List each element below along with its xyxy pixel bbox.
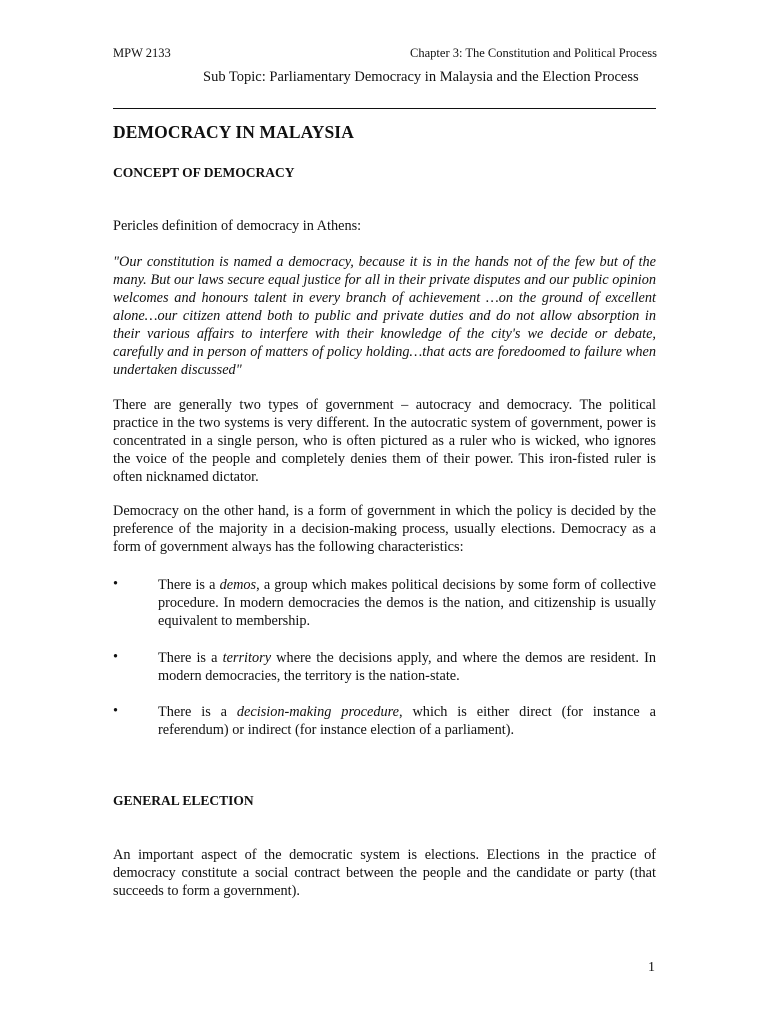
section-heading-concept: CONCEPT OF DEMOCRACY (113, 165, 295, 180)
bullet-text-pre: There is a (158, 650, 223, 666)
bullet-term: decision-making procedure (236, 704, 399, 720)
bullet-text-post: where the decisions apply, and where the demos are resident. In modern democracies, the territory is the nation-state. (158, 650, 656, 684)
section-heading-election: GENERAL ELECTION (113, 793, 254, 808)
bullet-item-demos (158, 576, 656, 630)
bullet-text-pre: There is a (158, 704, 237, 720)
header-divider (113, 108, 656, 109)
bullet-term: demos (219, 577, 257, 593)
paragraph-elections: An important aspect of the democratic system is elections. Elections in the practice of democracy constitute a social contract between the people and the candidate or party (that succeeds to form a government). (113, 847, 656, 899)
paragraph-types-of-government: There are generally two types of government – autocracy and democracy. The political practice in the two systems is very different. In the autocratic system of government, power is concentrated in a single person, who is often pictured as a ruler who is wicked, who ignores the voice of the people and completely denies them of their power. This iron-fisted ruler is often nicknamed dictator. (113, 397, 656, 485)
bullet-marker: • (113, 703, 119, 719)
course-code: MPW 2133 (113, 46, 171, 60)
bullet-text-pre: There is a (158, 577, 220, 593)
bullet-text-post: , a group which makes political decisions by some form of collective procedure. In modern democracies the demos is the nation, and citizenship is usually equivalent to membership. (158, 577, 656, 629)
bullet-text-post: , which is either direct (for instance a referendum) or indirect (for instance election of a parliament). (158, 704, 657, 738)
bullet-marker: • (113, 649, 119, 665)
subtopic: Sub Topic: Parliamentary Democracy in Malaysia and the Election Process (203, 69, 639, 85)
bullet-marker: • (113, 576, 119, 592)
page-number: 1 (648, 960, 655, 975)
bullet-term: territory (222, 650, 272, 666)
bullet-item-territory (158, 649, 656, 685)
chapter-title: Chapter 3: The Constitution and Political Process (410, 46, 657, 60)
paragraph-democracy-definition: Democracy on the other hand, is a form of government in which the policy is decided by the preference of the majority in a decision-making process, usually elections. Democracy as a form of government always has the following characteristics: (113, 503, 656, 555)
page-title: DEMOCRACY IN MALAYSIA (113, 122, 354, 142)
pericles-quote: "Our constitution is named a democracy, because it is in the hands not of the few but of the many. But our laws secure equal justice for all in their private disputes and our public opinion welcomes and honours talent in every branch of achievement …on the ground of excellent alone…our citizen attend both to public and private duties and do not allow absorption in their various affairs to interfere with their knowledge of the city's we decide or debate, carefully and in person of matters of policy holding…that acts are foredoomed to failure when undertaken discussed" (113, 254, 656, 378)
intro-text: Pericles definition of democracy in Athens: (113, 218, 362, 234)
bullet-item-procedure (158, 703, 656, 739)
